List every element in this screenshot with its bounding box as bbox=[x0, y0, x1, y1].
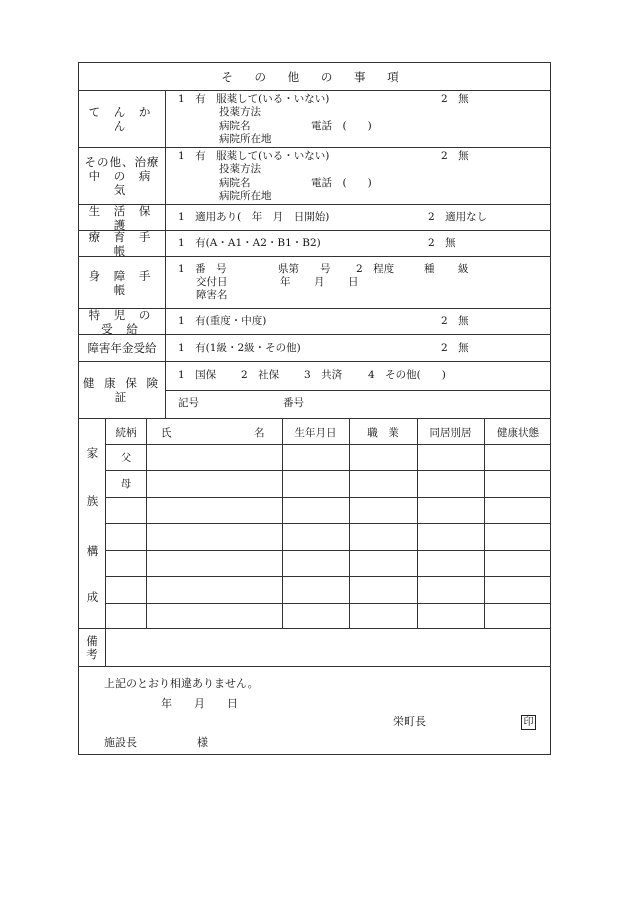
declaration-section bbox=[79, 666, 550, 754]
remarks-label-char: 備 bbox=[86, 633, 98, 648]
shinsho-grade: 2 程度 bbox=[356, 263, 395, 275]
insurance-option-kokuho: 1 国保 bbox=[178, 369, 217, 381]
form-sheet bbox=[78, 62, 551, 755]
ryoiku-option-no: 2 無 bbox=[428, 237, 456, 249]
pension-option-yes: 1 有(1級・2級・その他) bbox=[178, 342, 301, 354]
insurance-option-shaho: 2 社保 bbox=[241, 369, 280, 381]
title-row bbox=[79, 63, 550, 90]
epilepsy-hospital: 病院名 bbox=[219, 120, 251, 132]
other-illness-hospital: 病院名 bbox=[219, 177, 251, 189]
family-header-job: 職 業 bbox=[367, 426, 399, 439]
shinsho-issued-year: 年 bbox=[280, 276, 291, 288]
insurance-symbol: 記号 bbox=[178, 397, 199, 409]
declaration-statement: 上記のとおり相違ありません。 bbox=[104, 677, 259, 690]
family-row-relation: 父 bbox=[120, 451, 132, 464]
family-label-char: 成 bbox=[86, 590, 99, 604]
shinsho-prefecture: 県第 号 bbox=[278, 263, 331, 275]
epilepsy-address: 病院所在地 bbox=[219, 133, 272, 145]
epilepsy-label: て ん か ん bbox=[79, 91, 166, 147]
pension-option-no: 2 無 bbox=[441, 342, 469, 354]
shinsho-type: 種 bbox=[424, 263, 435, 275]
family-row-relation: 母 bbox=[120, 477, 132, 490]
other-illness-address: 病院所在地 bbox=[219, 190, 272, 202]
insurance-label: 健 康 保 険 証 bbox=[79, 362, 166, 418]
family-header-name-b: 名 bbox=[254, 426, 265, 439]
family-label-char: 家 bbox=[86, 446, 99, 460]
family-label-char: 族 bbox=[86, 494, 99, 508]
ryoiku-label: 療 育 手 帳 bbox=[79, 231, 166, 256]
insurance-option-kyosai: 3 共済 bbox=[304, 369, 343, 381]
shinsho-issued: 交付日 bbox=[196, 276, 228, 288]
epilepsy-row bbox=[79, 90, 550, 147]
shinsho-disability: 障害名 bbox=[196, 289, 228, 301]
shinsho-number: 1 番 号 bbox=[178, 263, 227, 275]
tokuji-option-no: 2 無 bbox=[441, 315, 469, 327]
welfare-row bbox=[79, 204, 550, 230]
epilepsy-phone: 電話 ( ) bbox=[311, 120, 372, 132]
other-illness-label bbox=[79, 148, 166, 204]
other-illness-method: 投薬方法 bbox=[219, 163, 261, 175]
declaration-date: 年 月 日 bbox=[161, 697, 238, 710]
insurance-number: 番号 bbox=[283, 397, 304, 409]
other-illness-row bbox=[79, 147, 550, 204]
insurance-option-other: 4 その他( ) bbox=[368, 369, 446, 381]
family-label bbox=[79, 419, 106, 628]
epilepsy-method: 投薬方法 bbox=[219, 106, 261, 118]
family-section bbox=[79, 418, 550, 628]
family-header-cohabit: 同居別居 bbox=[429, 426, 472, 439]
facility-director: 施設長 bbox=[104, 736, 137, 749]
family-header-health: 健康状態 bbox=[497, 426, 539, 439]
family-header-relation: 続柄 bbox=[115, 426, 137, 439]
other-illness-option-yes: 1 有 服薬して(いる・いない) bbox=[178, 150, 330, 162]
welfare-option-yes: 1 適用あり( 年 月 日開始) bbox=[178, 211, 330, 223]
family-label-char: 構 bbox=[86, 544, 99, 558]
pension-label: 障害年金受給 bbox=[79, 335, 166, 361]
remarks-label bbox=[79, 629, 106, 666]
other-illness-option-no: 2 無 bbox=[441, 150, 469, 162]
form-title: そ の 他 の 事 項 bbox=[221, 69, 408, 84]
family-header-name-a: 氏 bbox=[161, 426, 172, 439]
remarks-row bbox=[79, 628, 550, 666]
shinsho-class: 級 bbox=[458, 263, 469, 275]
epilepsy-option-no: 2 無 bbox=[441, 93, 469, 105]
town-mayor: 栄町長 bbox=[393, 715, 426, 728]
tokuji-row bbox=[79, 308, 550, 334]
epilepsy-option-yes: 1 有 服薬して(いる・いない) bbox=[178, 93, 330, 105]
remarks-label-char: 考 bbox=[86, 646, 98, 661]
seal-mark: 印 bbox=[521, 715, 536, 730]
honorific: 様 bbox=[197, 736, 208, 749]
tokuji-option-yes: 1 有(重度・中度) bbox=[178, 315, 267, 327]
shinsho-row bbox=[79, 256, 550, 308]
shinsho-label: 身 障 手 帳 bbox=[79, 257, 166, 308]
welfare-option-no: 2 適用なし bbox=[428, 211, 488, 223]
remarks-field[interactable] bbox=[106, 629, 550, 666]
ryoiku-option-yes: 1 有(A・A1・A2・B1・B2) bbox=[178, 237, 321, 249]
ryoiku-row bbox=[79, 230, 550, 256]
other-illness-label-line1: その他、治療 bbox=[84, 155, 160, 169]
shinsho-issued-day: 日 bbox=[348, 276, 359, 288]
insurance-row bbox=[79, 361, 550, 418]
family-header-birth: 生年月日 bbox=[294, 426, 337, 439]
shinsho-issued-month: 月 bbox=[314, 276, 325, 288]
welfare-label: 生 活 保 護 bbox=[79, 205, 166, 230]
other-illness-label-line2: 中 の 病 気 bbox=[88, 169, 156, 197]
tokuji-label: 特 児 の 受 給 bbox=[79, 309, 166, 334]
other-illness-phone: 電話 ( ) bbox=[311, 177, 372, 189]
pension-row bbox=[79, 334, 550, 361]
